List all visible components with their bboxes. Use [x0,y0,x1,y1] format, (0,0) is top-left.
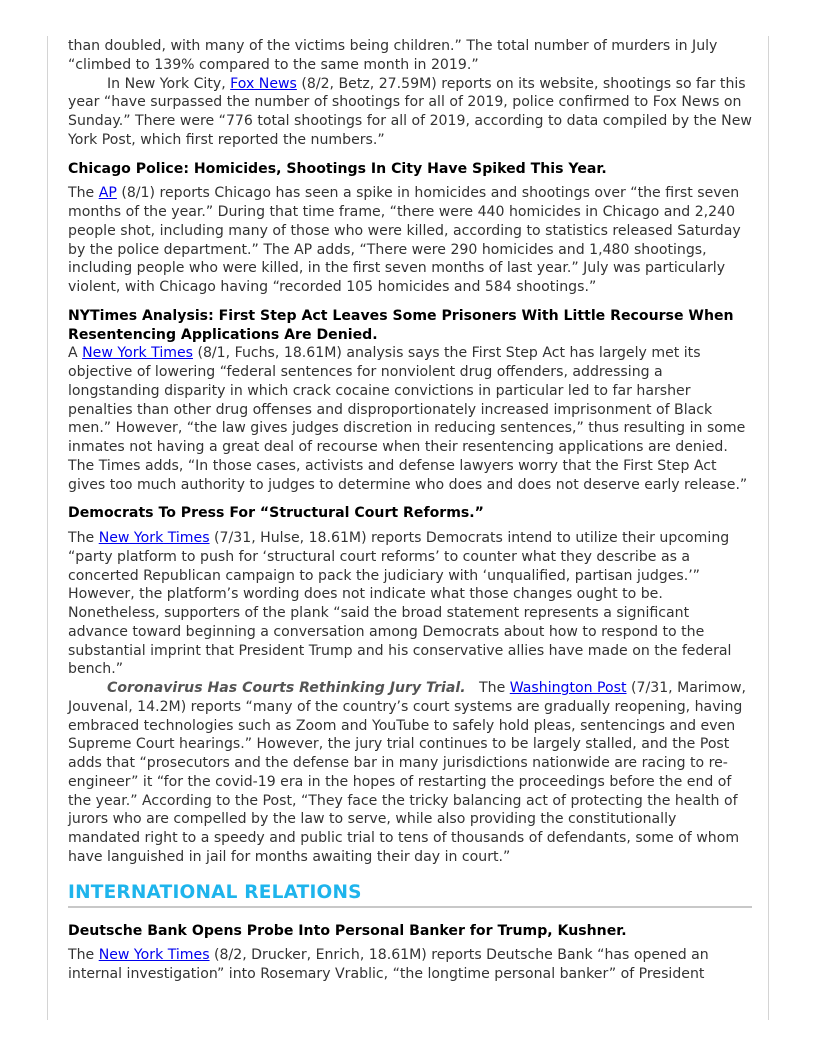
article-heading-deutsche-bank: Deutsche Bank Opens Probe Into Personal Banker for Trump, Kushner. [68,922,627,939]
article-heading-first-step-act: NYTimes Analysis: First Step Act Leaves Some Prisoners With Little Recourse When Resentencing Applications Are Denied. [68,307,734,343]
article-body-first-step-act: A New York Times (8/1, Fuchs, 18.61M) analysis says the First Step Act has largely met its objective of lowering “federal sentences for nonviolent drug offenders, addressing a longstanding disparity in which crack cocaine convictions in particular led to far harsher penalties than other drug offenses and disproportionately increased imprisonment of Black men.” However, “the law gives judges discretion in reducing sentences,” thus resulting in some inmates not having a great deal of recourse when their resentencing applications are denied. The Times adds, “In those cases, activists and defense lawyers worry that the First Step Act gives too much authority to judges to determine who does and does not deserve early release.” [68,345,748,493]
paragraph-fox-news: In New York City, Fox News (8/2, Betz, 27.59M) reports on its website, shootings so far this year “have surpassed the number of shootings for all of 2019, police confirmed to Fox News on Sunday.” There were “776 total shootings for all of 2019, according to data compiled by the New York Post, which first reported the numbers.” [68,75,752,148]
fox-news-link[interactable]: Fox News [230,75,297,92]
article-heading-chicago: Chicago Police: Homicides, Shootings In City Have Spiked This Year. [68,160,607,177]
paragraph-continued: than doubled, with many of the victims being children.” The total number of murders in July “climbed to 139% compared to the same month in 2019.” [68,38,718,73]
ap-link[interactable]: AP [98,185,117,202]
article-body-deutsche-bank: The New York Times (8/2, Drucker, Enrich, 18.61M) reports Deutsche Bank “has opened an internal investigation” into Rosemary Vrablic, “the longtime personal banker” of President [68,947,709,982]
nyt-link-court-reforms[interactable]: New York Times [98,530,210,546]
right-margin-rule [768,36,769,1020]
section-heading-international-relations: INTERNATIONAL RELATIONS [68,881,752,908]
left-margin-rule [47,36,48,1020]
nyt-link-first-step[interactable]: New York Times [82,345,193,362]
article-heading-court-reforms: Democrats To Press For “Structural Court Reforms.” [68,505,484,522]
news-brief-content [68,37,752,984]
washington-post-link[interactable]: Washington Post [509,680,627,696]
article-body-chicago: The AP (8/1) reports Chicago has seen a spike in homicides and shootings over “the first seven months of the year.” During that time frame, “there were 440 homicides in Chicago and 2,240 people shot, including many of those who were killed, according to statistics released Saturday by the police department.” The AP adds, “There were 290 homicides and 1,480 shootings, including people who were killed, in the first seven months of last year.” July was particularly violent, with Chicago having “recorded 105 homicides and 584 shootings.” [68,185,741,295]
subhead-jury-trial: Coronavirus Has Courts Rethinking Jury Trial. [107,680,466,696]
nyt-link-deutsche-bank[interactable]: New York Times [98,947,210,964]
article-body-court-reforms: The New York Times (7/31, Hulse, 18.61M) reports Democrats intend to utilize their upcoming “party platform to push for ‘structural court reforms’ to counter what they describe as a concerted Republican campaign to pack the judiciary with ‘unqualified, partisan judges.’” However, the platform’s wording does not indicate what those changes ought to be. Nonetheless, supporters of the plank “said the broad statement represents a significant advance toward beginning a conversation among Democrats about how to respond to the substantial imprint that President Trump and his conservative allies have made on the federal bench.” [68,530,732,678]
paragraph-jury-trial: Coronavirus Has Courts Rethinking Jury Trial. The Washington Post (7/31, Marimow, Jouvenal, 14.2M) reports “many of the country’s court systems are gradually reopening, having embraced technologies such as Zoom and YouTube to safely hold pleas, sentencings and even Supreme Court hearings.” However, the jury trial continues to be largely stalled, and the Post adds that “prosecutors and the defense bar in many jurisdictions nationwide are racing to re-engineer” it “for the covid-19 era in the hopes of restarting the proceedings before the end of the year.” According to the Post, “They face the tricky balancing act of protecting the health of jurors who are compelled by the law to serve, while also providing the constitutionally mandated right to a speedy and public trial to tens of thousands of defendants, some of whom have languished in jail for months awaiting their day in court.” [68,680,746,865]
